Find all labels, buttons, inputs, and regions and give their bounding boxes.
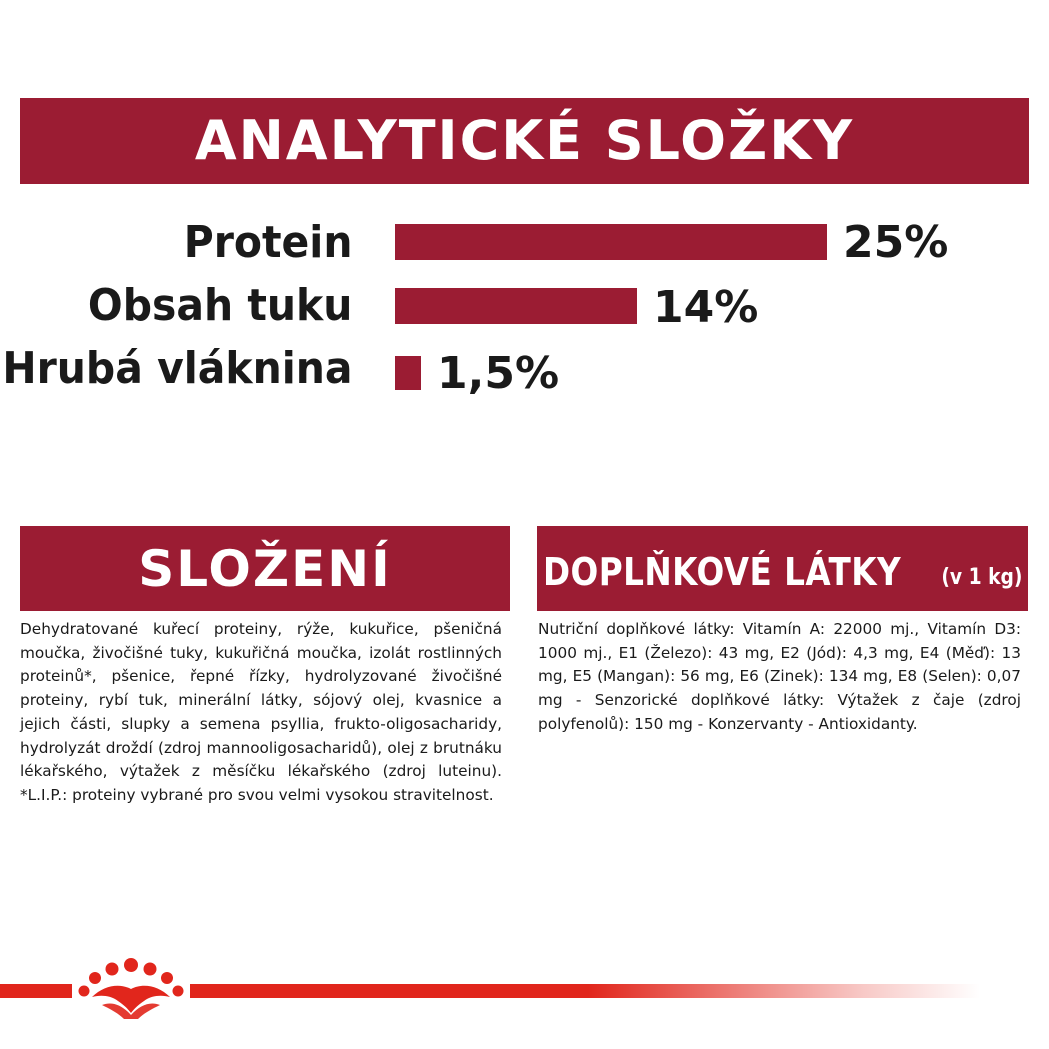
bar-fiber: [395, 356, 421, 390]
additives-banner: [537, 526, 1028, 611]
analytic-banner: [20, 98, 1029, 184]
analytic-title: ANALYTICKÉ SLOŽKY: [194, 109, 855, 172]
row-label-fiber: Hrubá vláknina: [1, 343, 352, 394]
additives-title: DOPLŇKOVÉ LÁTKY: [543, 550, 902, 594]
row-label-fat: Obsah tuku: [87, 280, 352, 331]
crown-icon: [72, 955, 190, 1021]
composition-banner: [20, 526, 510, 611]
value-fiber: 1,5%: [437, 348, 560, 399]
row-label-protein: Protein: [183, 217, 352, 268]
value-fat: 14%: [653, 282, 759, 333]
bar-protein: [395, 224, 827, 260]
composition-title: SLOŽENÍ: [138, 540, 392, 598]
composition-text: Dehydratované kuřecí proteiny, rýže, kukuřice, pšeničná moučka, živočišné tuky, kukuřičná moučka, izolát rostlinných proteinů*, pšenice, řepné řízky, hydrolyzované živočišné proteiny, rybí tuk, minerální látky, sójový olej, kvasnice a jejich části, slupky a semena psyllia, frukto-oligosacharidy, hydrolyzát droždí (zdroj mannooligosacharidů), olej z brutnáku lékařského, výtažek z měsíčku lékařského (zdroj luteinu). *L.I.P.: proteiny vybrané pro svou velmi vysokou stravitelnost.: [20, 620, 502, 804]
value-protein: 25%: [843, 217, 949, 268]
additives-text: Nutriční doplňkové látky: Vitamín A: 22000 mj., Vitamín D3: 1000 mj., E1 (Železo): 43 mg, E2 (Jód): 4,3 mg, E4 (Měď): 13 mg, E5 (Mangan): 56 mg, E6 (Zinek): 134 mg, E8 (Selen): 0,07 mg - Senzorické doplňkové látky: Výtažek z čaje (zdroj polyfenolů): 150 mg - Konzervanty - Antioxidanty.: [538, 620, 1021, 733]
additives-unit: (v 1 kg): [940, 565, 1022, 590]
bar-fat: [395, 288, 637, 324]
